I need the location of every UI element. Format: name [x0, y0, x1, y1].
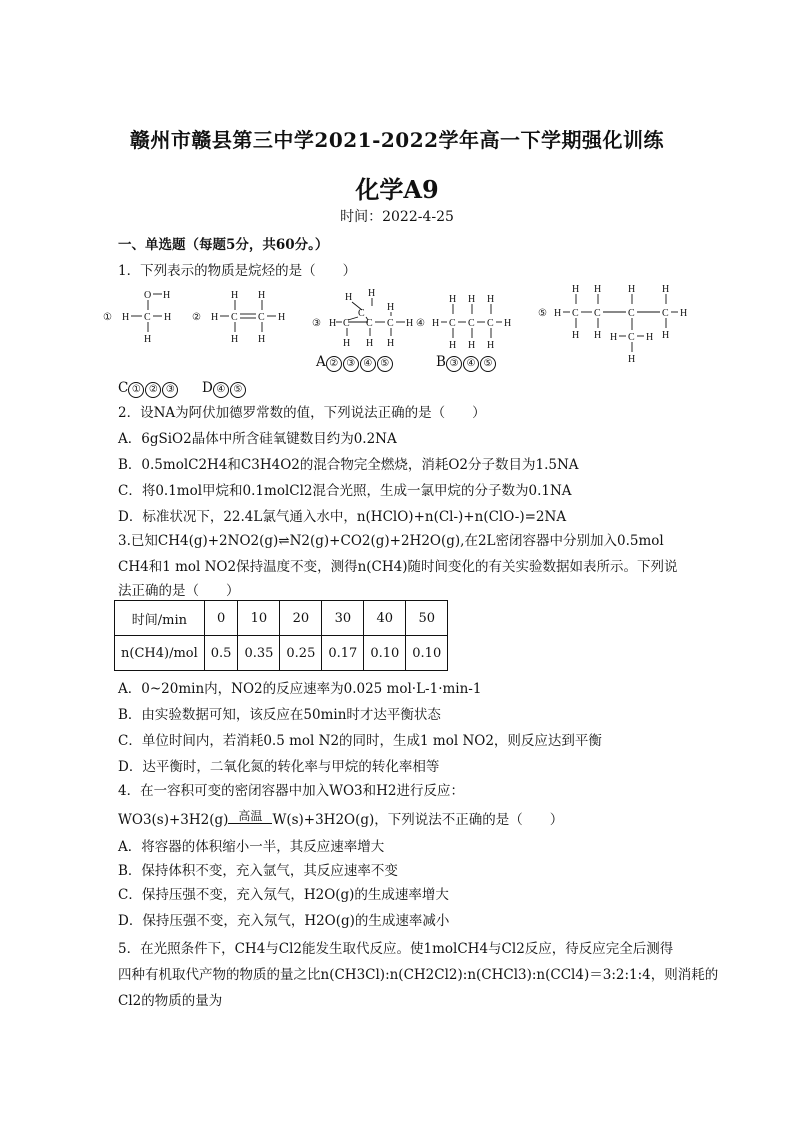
svg-text:C: C — [468, 318, 475, 329]
svg-text:C: C — [628, 332, 635, 343]
svg-text:H: H — [594, 330, 602, 341]
q1-structures — [100, 284, 720, 374]
q4-arrow — [228, 810, 272, 824]
q3-option-d: D．达平衡时，二氧化氮的转化率与甲烷的转化率相等 — [118, 759, 440, 775]
q4-option-a: A．将容器的体积缩小一半，其反应速率增大 — [118, 839, 385, 855]
svg-text:C: C — [231, 312, 238, 323]
q4-tail: ，下列说法不正确的是（ ） — [374, 812, 564, 828]
svg-text:H: H — [594, 284, 602, 295]
svg-text:H: H — [163, 290, 171, 301]
table-cell: 0.17 — [322, 636, 364, 671]
table-cell: 0.10 — [364, 636, 406, 671]
q4-option-d: D．保持压强不变，充入氖气，H2O(g)的生成速率减小 — [118, 913, 450, 929]
table-cell: 30 — [322, 601, 364, 636]
q3-option-a: A．0~20min内，NO2的反应速率为0.025 mol·L-1·min-1 — [118, 681, 482, 697]
svg-text:H: H — [366, 338, 374, 349]
q1-choice-a: A ② ③ ④ ⑤ — [316, 353, 394, 372]
svg-text:C: C — [487, 318, 494, 329]
svg-text:H: H — [231, 334, 239, 345]
table-cell: 40 — [364, 601, 406, 636]
svg-text:H: H — [258, 334, 266, 345]
svg-text:H: H — [122, 312, 130, 323]
table-row — [115, 636, 448, 671]
svg-text:H: H — [487, 294, 495, 305]
svg-text:H: H — [449, 294, 457, 305]
svg-text:H: H — [572, 330, 580, 341]
svg-text:H: H — [164, 312, 172, 323]
q3-option-b: B．由实验数据可知，该反应在50min时才达平衡状态 — [118, 707, 441, 723]
svg-text:C: C — [366, 318, 373, 329]
q5-line-3: Cl2的物质的量为 — [118, 993, 223, 1009]
svg-text:H: H — [343, 338, 351, 349]
structure-5 — [538, 284, 687, 365]
q2-option-b: B．0.5molC2H4和C3H4O2的混合物完全燃烧，消耗O2分子数目为1.5NA — [118, 457, 579, 473]
structure-label-4: ④ — [416, 318, 425, 329]
table-cell: 0 — [204, 601, 238, 636]
svg-text:C: C — [572, 308, 579, 319]
exam-date: 时间：2022-4-25 — [340, 209, 454, 225]
q4-condition: 高温 — [238, 809, 263, 823]
q2-option-c: C．将0.1mol甲烷和0.1molCl2混合光照，生成一氯甲烷的分子数为0.1NA — [118, 483, 572, 499]
svg-text:H: H — [680, 308, 688, 319]
svg-text:H: H — [231, 290, 239, 301]
structure-4 — [416, 294, 511, 351]
exam-title: 赣州市赣县第三中学2021-2022学年高一下学期强化训练 — [129, 128, 665, 152]
q4-equation — [118, 810, 563, 829]
svg-text:H: H — [211, 312, 219, 323]
q3-line-1: 3.已知CH4(g)+2NO2(g)⇌N2(g)+CO2(g)+2H2O(g),在2L密闭容器中分别加入0.5mol — [118, 533, 664, 549]
q2-stem: 2．设NA为阿伏加德罗常数的值，下列说法正确的是（ ） — [118, 405, 486, 421]
svg-text:H: H — [628, 284, 636, 295]
svg-text:H: H — [468, 340, 476, 351]
q5-line-1: 5．在光照条件下，CH4与Cl2能发生取代反应。使1molCH4与Cl2反应，待反应完全后测得 — [118, 941, 674, 957]
q1-stem: 1．下列表示的物质是烷烃的是（ ） — [118, 263, 357, 279]
structure-label-1: ① — [103, 312, 112, 323]
table-row — [115, 601, 448, 636]
svg-text:C: C — [144, 312, 151, 323]
svg-text:H: H — [646, 332, 654, 343]
structure-2 — [192, 290, 285, 345]
svg-text:H: H — [554, 308, 562, 319]
svg-text:H: H — [345, 292, 353, 303]
svg-text:H: H — [449, 340, 457, 351]
q2-option-a: A．6gSiO2晶体中所含硅氧键数目约为0.2NA — [118, 431, 397, 447]
section-heading: 一、单选题（每题5分，共60分。） — [118, 237, 329, 253]
svg-text:C: C — [343, 318, 350, 329]
svg-text:H: H — [504, 318, 512, 329]
svg-text:H: H — [387, 338, 395, 349]
table-cell: 20 — [280, 601, 322, 636]
svg-text:C: C — [628, 308, 635, 319]
svg-text:C: C — [387, 318, 394, 329]
q3-line-3: 法正确的是（ ） — [118, 583, 240, 599]
svg-text:H: H — [610, 332, 618, 343]
table-cell: 0.35 — [238, 636, 280, 671]
svg-text:H: H — [468, 294, 476, 305]
structure-1 — [103, 290, 171, 345]
structure-label-5: ⑤ — [538, 308, 547, 319]
table-cell: 0.25 — [280, 636, 322, 671]
q4-equation-left: WO3(s)+3H2(g) — [118, 812, 229, 828]
q4-equation-right: W(s)+3H2O(g) — [272, 812, 375, 828]
table-cell: 0.10 — [406, 636, 448, 671]
q4-option-b: B．保持体积不变，充入氩气，其反应速率不变 — [118, 863, 398, 879]
q2-option-d: D．标准状况下，22.4L氯气通入水中，n(HClO)+n(Cl-)+n(ClO-)=2NA — [118, 509, 567, 525]
q4-stem: 4．在一容积可变的密闭容器中加入WO3和H2进行反应： — [118, 783, 464, 799]
svg-text:H: H — [662, 284, 670, 295]
svg-text:H: H — [144, 334, 152, 345]
svg-text:C: C — [662, 308, 669, 319]
table-cell: n(CH4)/mol — [115, 636, 205, 671]
svg-text:H: H — [432, 318, 440, 329]
svg-text:C: C — [258, 312, 265, 323]
table-cell: 时间/min — [115, 601, 205, 636]
svg-text:H: H — [368, 288, 376, 299]
svg-text:O: O — [144, 290, 152, 301]
svg-text:H: H — [387, 302, 395, 313]
q3-line-2: CH4和1 mol NO2保持温度不变，测得n(CH4)随时间变化的有关实验数据如表所示。下列说 — [118, 559, 678, 575]
q1-choice-c: C ① ② ③ — [118, 379, 179, 398]
table-cell: 10 — [238, 601, 280, 636]
q5-line-2: 四种有机取代产物的物质的量之比n(CH3Cl):n(CH2Cl2):n(CHCl3):n(CCl4)＝3:2:1:4，则消耗的 — [118, 967, 719, 983]
exam-subtitle: 化学A9 — [355, 175, 439, 204]
q3-data-table — [114, 600, 448, 671]
q1-choice-b: B ③ ④ ⑤ — [436, 353, 497, 372]
svg-text:C: C — [358, 308, 365, 319]
svg-text:H: H — [572, 284, 580, 295]
q4-option-c: C．保持压强不变，充入氖气，H2O(g)的生成速率增大 — [118, 887, 449, 903]
svg-text:H: H — [662, 330, 670, 341]
table-cell: 50 — [406, 601, 448, 636]
structure-3 — [312, 288, 413, 349]
svg-text:C: C — [449, 318, 456, 329]
svg-text:H: H — [628, 354, 636, 365]
svg-text:H: H — [406, 318, 414, 329]
svg-text:C: C — [594, 308, 601, 319]
q1-choice-d: D ④ ⑤ — [202, 379, 247, 398]
svg-text:H: H — [329, 318, 337, 329]
svg-text:H: H — [258, 290, 266, 301]
table-cell: 0.5 — [204, 636, 238, 671]
structure-label-2: ② — [192, 312, 201, 323]
svg-text:H: H — [487, 340, 495, 351]
structure-label-3: ③ — [312, 318, 321, 329]
q3-option-c: C．单位时间内，若消耗0.5 mol N2的同时，生成1 mol NO2，则反应达到平衡 — [118, 733, 602, 749]
svg-text:H: H — [278, 312, 286, 323]
